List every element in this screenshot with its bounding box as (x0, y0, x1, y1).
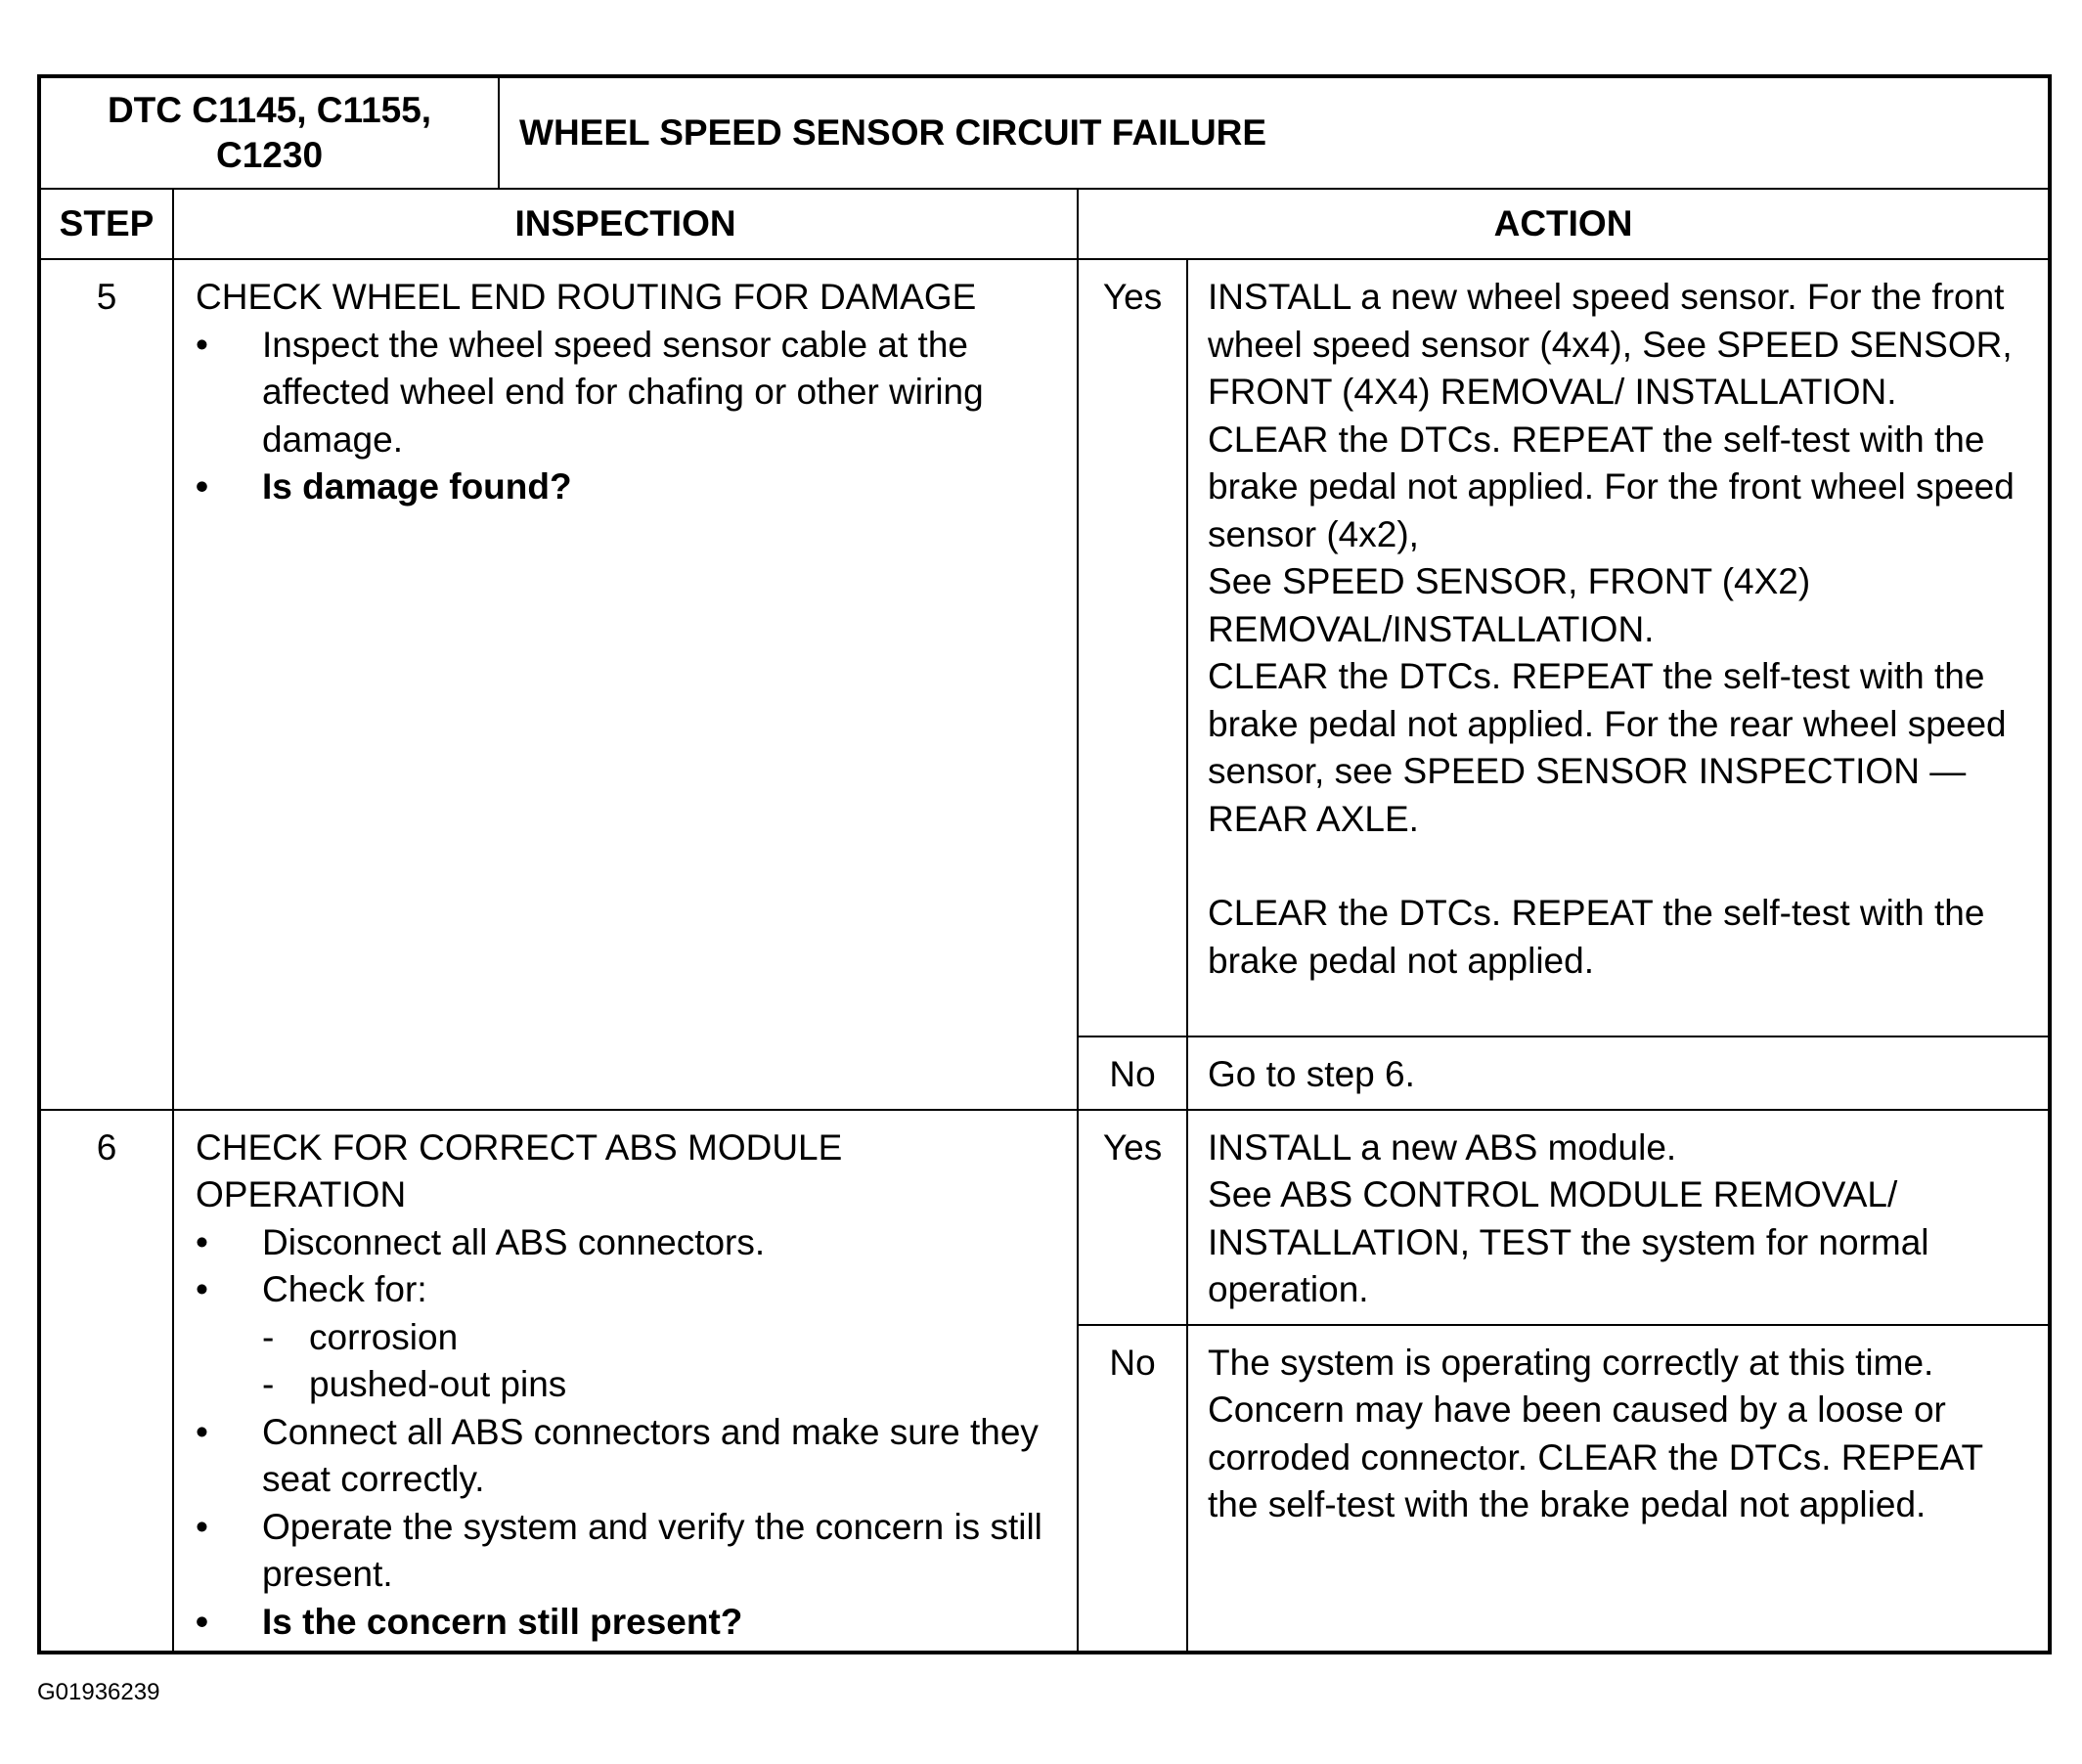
step-6-yes-label: Yes (1078, 1110, 1187, 1325)
step-5-title: CHECK WHEEL END ROUTING FOR DAMAGE (196, 277, 977, 317)
step-6-yes-row (39, 1110, 2050, 1325)
step-5-yes-row (39, 259, 2050, 1036)
figure-id: G01936239 (37, 1679, 160, 1705)
step-5-yes-action-para-1: INSTALL a new wheel speed sensor. For the front wheel speed sensor (4x4), See SPEED SENSOR, FRONT (4X4) REMOVAL/ INSTALLATION. (1208, 277, 2013, 412)
diagnostic-table (37, 74, 2052, 1654)
step-5-yes-action-para-3: See SPEED SENSOR, FRONT (4X2) REMOVAL/INSTALLATION. (1208, 561, 1811, 649)
dtc-codes-line2: C1230 (215, 135, 324, 175)
step-5-bullets (196, 322, 1057, 511)
step-6-number: 6 (39, 1110, 173, 1653)
dtc-codes-line1: DTC C1145, C1155, (107, 90, 432, 130)
step-6-bullet-4: • Operate the system and verify the concern is still present. (196, 1504, 1057, 1599)
step-6-bullet-3: • Connect all ABS connectors and make sure they seat correctly. (196, 1409, 1057, 1504)
dtc-codes-cell (39, 76, 499, 189)
step-6-bullet-2 (196, 1266, 1057, 1409)
step-5-yes-action-para-2: CLEAR the DTCs. REPEAT the self-test with the brake pedal not applied. For the front wheel speed sensor (4x2), (1208, 419, 2015, 554)
step-6-yes-action-para-1: INSTALL a new ABS module. (1208, 1126, 1677, 1168)
step-5-no-action: Go to step 6. (1187, 1036, 2050, 1110)
step-6-yes-action (1187, 1110, 2050, 1325)
step-6-title: CHECK FOR CORRECT ABS MODULE OPERATION (196, 1126, 843, 1214)
table-header-row (39, 76, 2050, 189)
step-5-no-label: No (1078, 1036, 1187, 1110)
step-5-yes-action (1187, 259, 2050, 1036)
step-6-no-action: The system is operating correctly at this time. Concern may have been caused by a loose or corroded connector. CLEAR the DTCs. REPEAT the self-test with the brake pedal not applied. (1187, 1325, 2050, 1653)
step-5-number: 5 (39, 259, 173, 1110)
step-5-yes-action-para-4: CLEAR the DTCs. REPEAT the self-test with the brake pedal not applied. For the rear wheel speed sensor, see SPEED SENSOR INSPECTION — REAR AXLE. (1208, 656, 2007, 839)
step-5-yes-action-para-5: CLEAR the DTCs. REPEAT the self-test with the brake pedal not applied. (1208, 893, 1985, 981)
step-6-bullet-1: • Disconnect all ABS connectors. (196, 1219, 1057, 1267)
step-5-yes-label: Yes (1078, 259, 1187, 1036)
column-header-action: ACTION (1078, 189, 2050, 259)
step-6-no-label: No (1078, 1325, 1187, 1653)
table-title: WHEEL SPEED SENSOR CIRCUIT FAILURE (499, 76, 2050, 189)
step-6-check-list (262, 1314, 1057, 1409)
step-6-check-item-1: - corrosion (262, 1314, 1057, 1362)
step-6-check-item-2: - pushed-out pins (262, 1361, 1057, 1409)
step-6-yes-action-para-2: See ABS CONTROL MODULE REMOVAL/ INSTALLATION, TEST the system for normal operation. (1208, 1174, 1929, 1309)
step-6-bullet-2-text: Check for: (262, 1269, 427, 1309)
step-6-question: • Is the concern still present? (196, 1599, 1057, 1647)
step-6-inspection (173, 1110, 1078, 1653)
column-header-step: STEP (39, 189, 173, 259)
column-header-row (39, 189, 2050, 259)
column-header-inspection: INSPECTION (173, 189, 1078, 259)
step-5-question: • Is damage found? (196, 463, 1057, 511)
step-5-inspection (173, 259, 1078, 1110)
step-5-bullet-1: • Inspect the wheel speed sensor cable at the affected wheel end for chafing or other wiring damage. (196, 322, 1057, 464)
step-6-bullets (196, 1219, 1057, 1647)
